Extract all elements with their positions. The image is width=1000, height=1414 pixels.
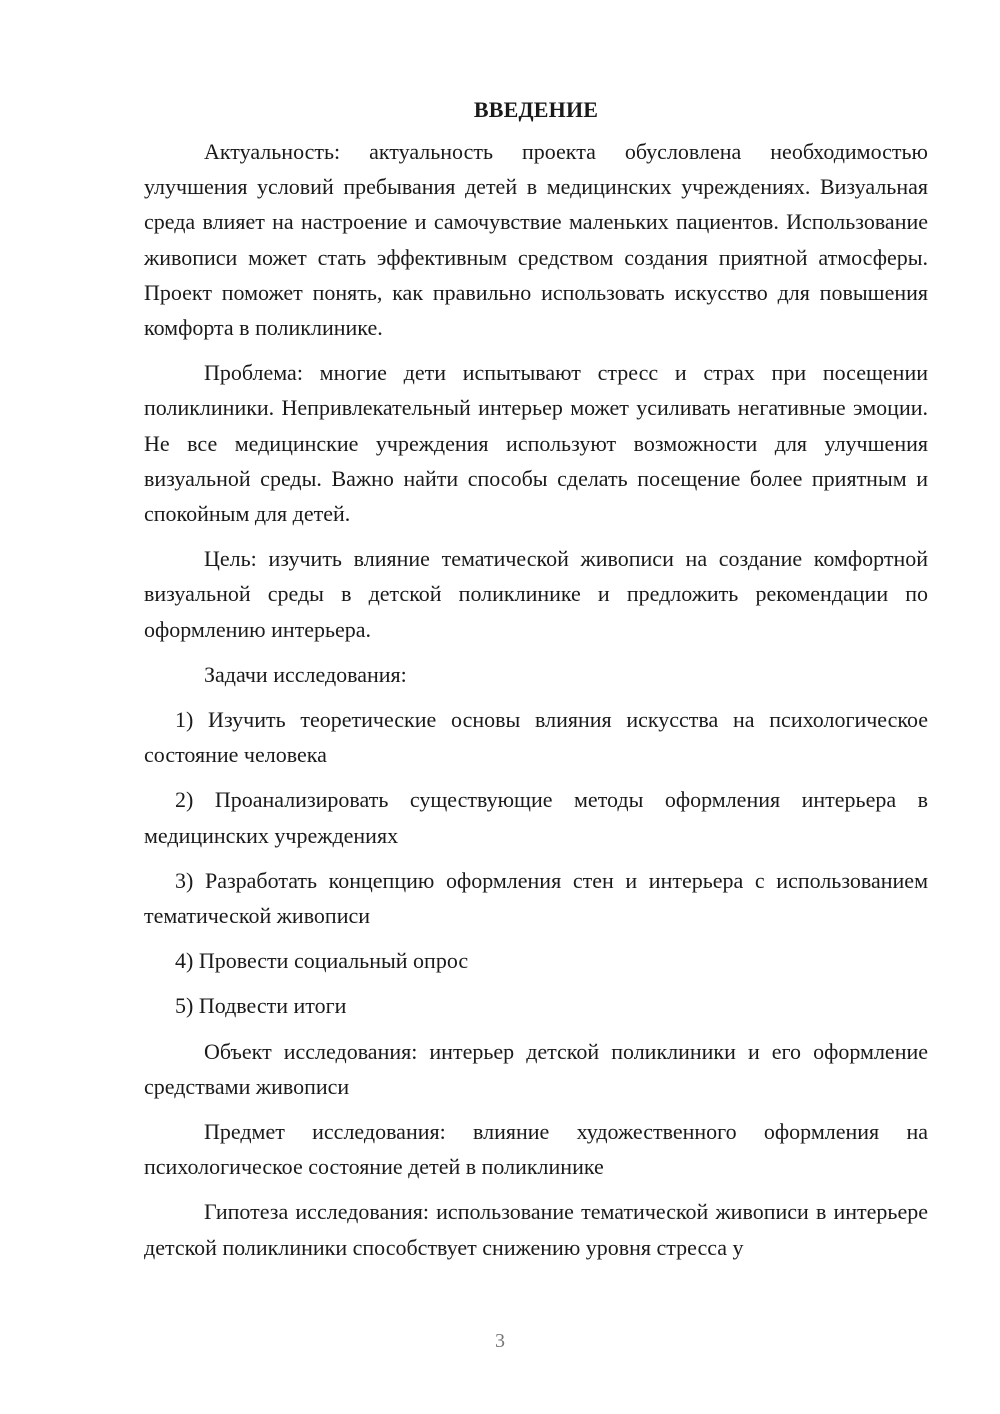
- subject-paragraph: Предмет исследования: влияние художественного оформления на психологическое состояние детей в поликлинике: [144, 1119, 928, 1180]
- goal-paragraph: Цель: изучить влияние тематической живописи на создание комфортной визуальной среды в детской поликлинике и предложить рекомендации по оформлению интерьера.: [144, 546, 928, 642]
- task-item-2: 2) Проанализировать существующие методы оформления интерьера в медицинских учреждениях: [144, 787, 928, 848]
- relevance-paragraph: Актуальность: актуальность проекта обусловлена необходимостью улучшения условий пребывания детей в медицинских учреждениях. Визуальная среда влияет на настроение и самочувствие маленьких пациентов. Использование живописи может стать эффективным средством создания приятной атмосферы. Проект поможет понять, как правильно использовать искусство для повышения комфорта в поликлинике.: [144, 139, 928, 341]
- task-item-1: 1) Изучить теоретические основы влияния искусства на психологическое состояние человека: [144, 707, 928, 768]
- task-item-5: 5) Подвести итоги: [175, 993, 347, 1019]
- problem-paragraph: Проблема: многие дети испытывают стресс и страх при посещении поликлиники. Непривлекательный интерьер может усиливать негативные эмоции. Не все медицинские учреждения используют возможности для улучшения визуальной среды. Важно найти способы сделать посещение более приятным и спокойным для детей.: [144, 360, 928, 527]
- document-page: [144, 92, 928, 1265]
- page-title: ВВЕДЕНИЕ: [473, 97, 599, 122]
- page-number: 3: [495, 1330, 505, 1352]
- hypothesis-paragraph: Гипотеза исследования: использование тематической живописи в интерьере детской поликлиники способствует снижению уровня стресса у: [144, 1199, 928, 1260]
- tasks-title: Задачи исследования:: [204, 661, 407, 687]
- object-paragraph: Объект исследования: интерьер детской поликлиники и его оформление средствами живописи: [144, 1038, 928, 1099]
- task-item-4: 4) Провести социальный опрос: [175, 948, 469, 974]
- task-item-3: 3) Разработать концепцию оформления стен и интерьера с использованием тематической живописи: [144, 867, 928, 929]
